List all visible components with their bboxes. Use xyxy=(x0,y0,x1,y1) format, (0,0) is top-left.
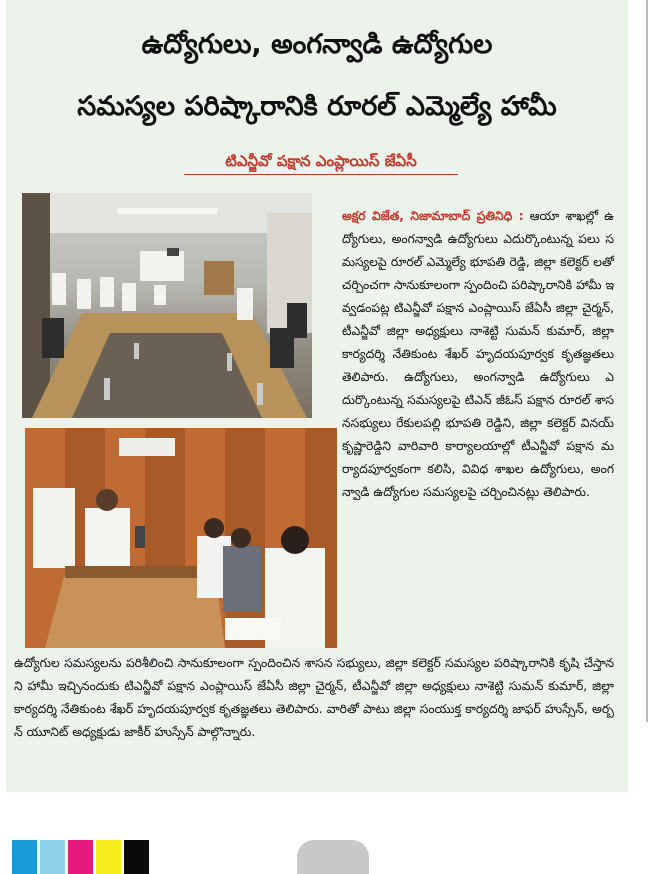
article-body-column-text: ఆయా శాఖల్లో ఉద్యోగులు, అంగన్వాడి ఉద్యోగులు ఎదుర్కొంటున్న పలు సమస్యలపై రూరల్ ఎమ్మెల్యే భూపతి రెడ్డి, జిల్లా కలెక్టర్ లతో చర్చించగా సానుకూలంగా స్పందించి పరిష్కారానికి హామీ ఇవ్వడంపట్ల టిఎన్జీవో పక్షాన ఎంప్లాయిస్ జేఏసీ జిల్లా చైర్మన్, టీఎన్జీవో జిల్లా అధ్యక్షులు నాశెట్టి సుమన్ కుమార్, జిల్లా కార్యదర్శి నేతికుంట శేఖర్ హృదయపూర్వక కృతజ్ఞతలు తెలిపారు. ఉద్యోగులు, అంగన్వాడి ఉద్యోగులు ఎదుర్కొంటున్న సమస్యలపై టిఎన్ జీఓస్ పక్షాన రూరల్ శాసనసభ్యులు రేకులపల్లి భూపతి రెడ్డిని, జిల్లా కలెక్టర్ వినయ్ కృష్ణారెడ్డిని వారివారి కార్యాలయాల్లో టీఎన్జీవో పక్షాన మర్యాదపూర్వకంగా కలిసి, వివిధ శాఖల ఉద్యోగులు, అంగన్వాడి ఉద్యోగుల సమస్యలపై చర్చించినట్లు తెలిపారు. xyxy=(342,209,614,499)
article-body-full-width: ఉద్యోగుల సమస్యలను పరిశీలించి సానుకూలంగా స్పందించిన శాసన సభ్యులు, జిల్లా కలెక్టర్ సమస్యల పరిష్కారానికి కృషి చేస్తానని హామీ ఇచ్చినందుకు టిఎన్జీవో పక్షాన ఎంప్లాయిస్ జేఏసీ జిల్లా చైర్మన్, టీఎన్జీవో జిల్లా అధ్యక్షులు నాశెట్టి సుమన్ కుమార్, జిల్లా కార్యదర్శి నేతికుంట శేఖర్ హృదయపూర్వక కృతజ్ఞతలు తెలిపారు. వారితో పాటు జిల్లా సంయుక్త కార్యదర్శి జాఫర్ హుస్సేన్, అర్బన్ యూనిట్ అధ్యక్షుడు జాకీర్ హుస్సేన్ పాల్గొన్నారు. xyxy=(14,656,614,739)
color-swatch-light-cyan xyxy=(40,840,65,874)
headline-line-2: సమస్యల పరిష్కారానికి రూరల్ ఎమ్మెల్యే హామీ xyxy=(77,91,557,122)
color-swatch-cyan xyxy=(12,840,37,874)
subheadline: టిఎన్జీవో పక్షాన ఎంప్లాయిస్ జేఏసీ xyxy=(184,148,458,175)
headline-line-1: ఉద్యోగులు, అంగన్వాడి ఉద్యోగుల xyxy=(141,29,493,60)
color-swatch-magenta xyxy=(68,840,93,874)
color-swatch-yellow xyxy=(96,840,121,874)
page-divider xyxy=(646,0,648,722)
byline: అక్షర విజేత, నిజామాబాద్ ప్రతినిధి : xyxy=(342,209,524,223)
article-body-column xyxy=(342,205,614,504)
meeting-room-photo xyxy=(22,193,312,418)
color-swatch-black xyxy=(124,840,149,874)
collector-office-photo xyxy=(25,428,337,648)
scroll-handle[interactable] xyxy=(297,840,369,874)
